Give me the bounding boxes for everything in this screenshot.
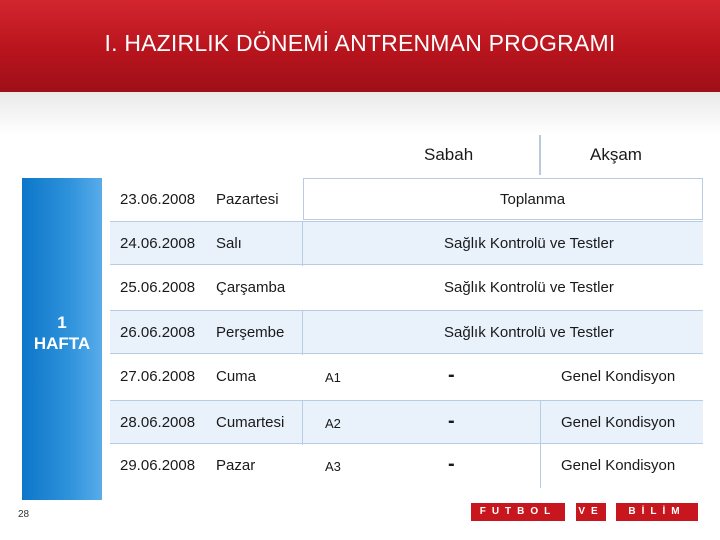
row-date: 27.06.2008 — [120, 368, 196, 385]
row-date: 23.06.2008 — [120, 191, 196, 208]
week-number: 1 — [57, 313, 67, 332]
cell-divider — [540, 401, 541, 445]
table-row — [110, 221, 703, 265]
table-row — [110, 400, 703, 444]
cell-divider — [302, 401, 303, 445]
row-evening: Genel Kondisyon — [561, 457, 676, 474]
column-header-evening: Akşam — [590, 145, 642, 164]
table-row — [110, 444, 703, 488]
row-evening: Genel Kondisyon — [561, 414, 676, 431]
table-row — [110, 310, 703, 354]
row-day: Salı — [216, 235, 242, 252]
table-row — [110, 266, 703, 310]
page-title: I. HAZIRLIK DÖNEMİ ANTRENMAN PROGRAMI — [104, 30, 616, 56]
row-date: 28.06.2008 — [120, 414, 196, 431]
row-evening: Genel Kondisyon — [561, 368, 676, 385]
row-date: 26.06.2008 — [120, 324, 196, 341]
footer-word-bilim: BİLİM — [616, 503, 698, 521]
row-day: Cuma — [216, 368, 257, 385]
cell-divider — [302, 222, 303, 266]
cell-divider — [540, 444, 541, 488]
table-row — [110, 355, 703, 399]
row-day: Çarşamba — [216, 279, 286, 296]
column-divider — [539, 135, 541, 175]
footer-word-futbol: FUTBOL — [471, 503, 565, 521]
row-group: A3 — [325, 459, 341, 474]
row-morning: - — [448, 453, 455, 475]
page-number: 28 — [18, 509, 30, 520]
footer-word-ve: VE — [576, 503, 606, 521]
row-morning: - — [448, 364, 455, 386]
week-word: HAFTA — [33, 334, 91, 353]
cell-divider — [302, 311, 303, 355]
row-morning: - — [448, 410, 455, 432]
activity-box — [303, 178, 703, 220]
row-activity: Sağlık Kontrolü ve Testler — [444, 279, 614, 296]
row-activity: Sağlık Kontrolü ve Testler — [444, 235, 614, 252]
week-label — [22, 312, 102, 354]
row-day: Pazar — [216, 457, 256, 474]
row-activity: Sağlık Kontrolü ve Testler — [444, 324, 614, 341]
row-date: 24.06.2008 — [120, 235, 196, 252]
banner-shadow — [0, 92, 720, 134]
row-date: 25.06.2008 — [120, 279, 196, 296]
row-day: Pazartesi — [216, 191, 279, 208]
row-date: 29.06.2008 — [120, 457, 196, 474]
row-activity: Toplanma — [500, 191, 566, 208]
row-group: A2 — [325, 416, 341, 431]
row-day: Perşembe — [216, 324, 285, 341]
row-day: Cumartesi — [216, 414, 285, 431]
column-header-morning: Sabah — [424, 145, 474, 164]
row-group: A1 — [325, 370, 341, 385]
